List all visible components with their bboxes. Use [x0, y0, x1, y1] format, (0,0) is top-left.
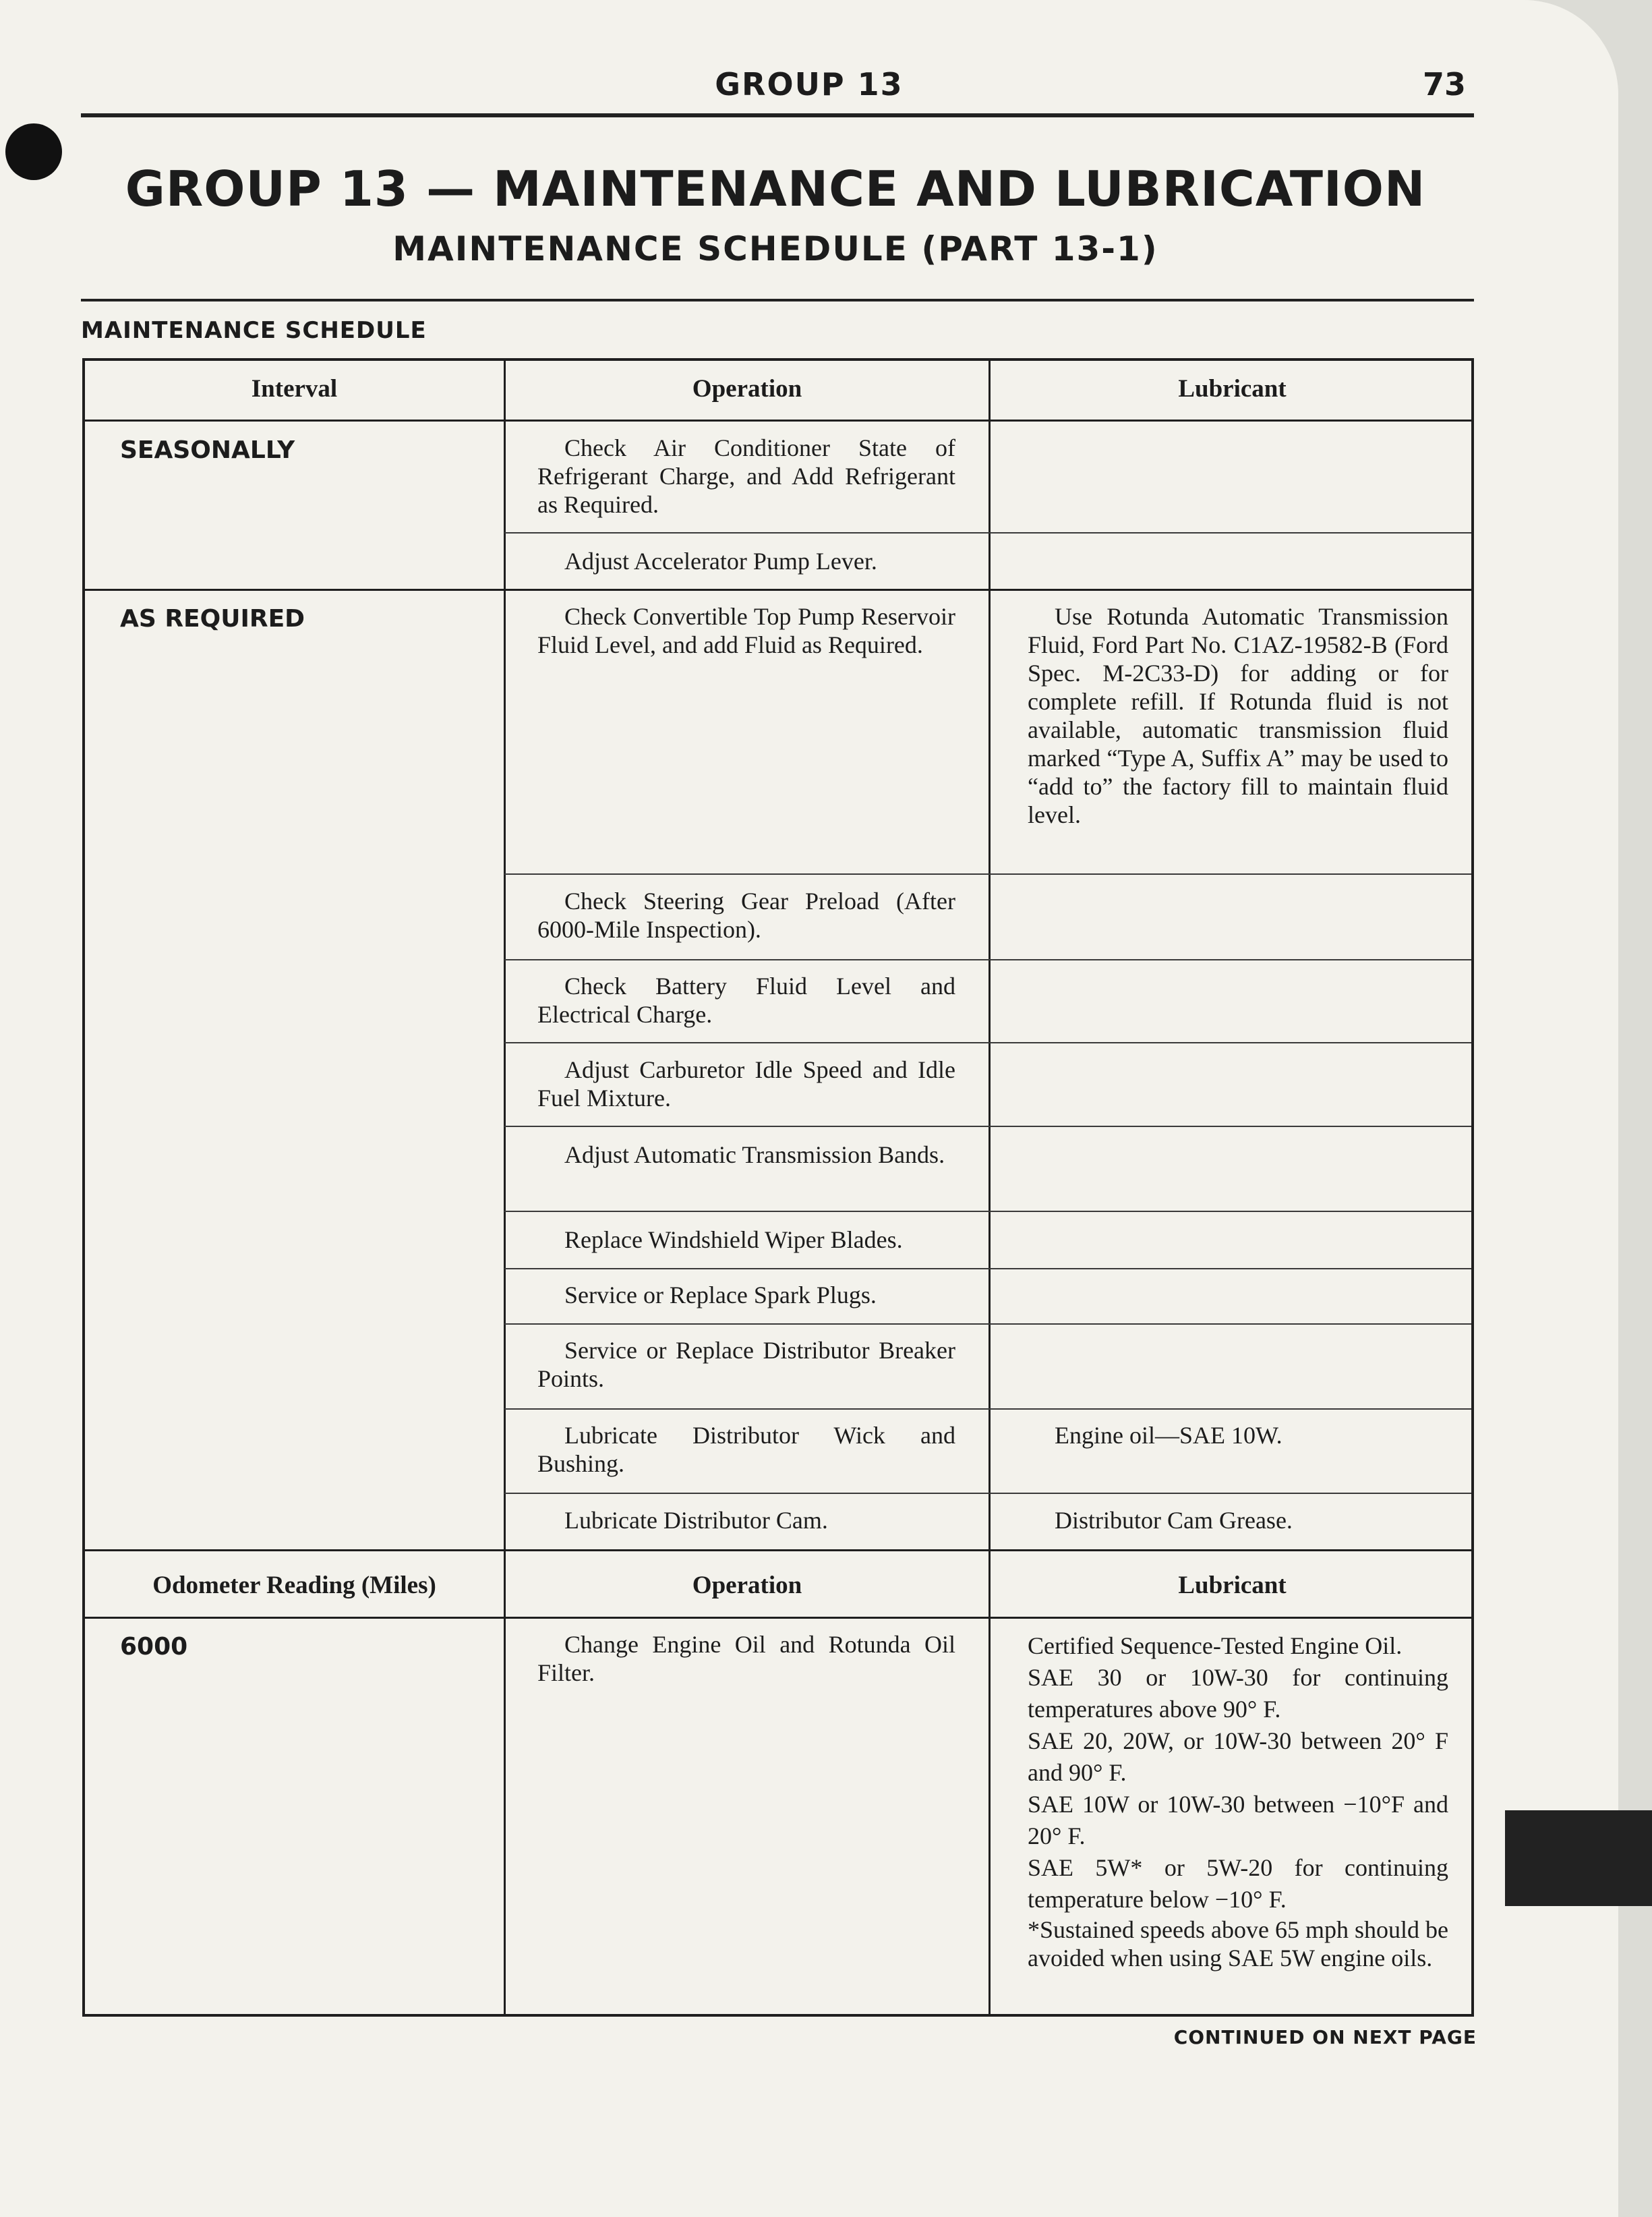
header-divider	[85, 420, 1471, 422]
section-thumb-tab	[1505, 1810, 1652, 1906]
row-divider	[504, 1126, 1471, 1127]
lubricant-cell: Distributor Cam Grease.	[1055, 1507, 1293, 1534]
page-subtitle: MAINTENANCE SCHEDULE (PART 13-1)	[392, 229, 1158, 268]
interval-label: SEASONALLY	[120, 436, 295, 464]
operation-cell: Adjust Carburetor Idle Speed and Idle Fuel Mixture.	[537, 1056, 955, 1112]
row-divider	[504, 1042, 1471, 1043]
lubricant-line: Certified Sequence-Tested Engine Oil.	[1028, 1632, 1403, 1659]
page-number: 73	[1423, 66, 1467, 103]
interval-label: AS REQUIRED	[120, 605, 305, 633]
row-divider	[504, 873, 1471, 875]
column-divider	[504, 361, 506, 2014]
column-header-interval: Interval	[251, 375, 338, 403]
row-divider	[504, 1408, 1471, 1410]
lubricant-cell	[1028, 1630, 1448, 1972]
group-divider	[85, 589, 1471, 591]
operation-cell: Check Convertible Top Pump Reservoir Fluid Level, and add Fluid as Required.	[537, 603, 955, 658]
operation-cell: Check Air Conditioner State of Refrigerant Charge, and Add Refrigerant as Required.	[537, 434, 955, 518]
interval-label: 6000	[120, 1633, 188, 1661]
column-header-lubricant: Lubricant	[1178, 1572, 1287, 1599]
lubricant-line: *Sustained speeds above 65 mph should be avoided when using SAE 5W engine oils.	[1028, 1916, 1448, 1971]
page-title: GROUP 13 — MAINTENANCE AND LUBRICATION	[125, 161, 1426, 217]
lubricant-cell: Engine oil—SAE 10W.	[1055, 1422, 1282, 1449]
column-header-operation: Operation	[692, 1572, 802, 1599]
lubricant-line: SAE 20, 20W, or 10W-30 between 20° F and 90° F.	[1028, 1727, 1448, 1786]
operation-cell: Check Steering Gear Preload (After 6000-Mile Inspection).	[537, 888, 955, 943]
row-divider	[504, 1323, 1471, 1325]
operation-cell: Service or Replace Distributor Breaker Points.	[537, 1337, 955, 1392]
lubricant-cell: Use Rotunda Automatic Transmission Fluid, Ford Part No. C1AZ-19582-B (Ford Spec. M-2C33-D) for adding or for complete refill. If Rotunda fluid is not available, automatic transmission fluid marked “Type A, Suffix A” may be used to “add to” the factory fill to maintain fluid level.	[1028, 603, 1448, 828]
row-divider	[504, 1268, 1471, 1269]
continued-note: CONTINUED ON NEXT PAGE	[1173, 2026, 1477, 2048]
header-divider	[85, 1617, 1471, 1619]
column-divider	[989, 361, 991, 2014]
lubricant-line: SAE 30 or 10W-30 for continuing temperatures above 90° F.	[1028, 1664, 1448, 1723]
column-header-odometer: Odometer Reading (Miles)	[152, 1572, 436, 1599]
operation-cell: Replace Windshield Wiper Blades.	[564, 1226, 903, 1253]
section-label: MAINTENANCE SCHEDULE	[81, 317, 427, 344]
operation-cell: Service or Replace Spark Plugs.	[564, 1282, 877, 1308]
maintenance-schedule-table	[82, 358, 1474, 2017]
lubricant-line: SAE 5W* or 5W-20 for continuing temperature below −10° F.	[1028, 1854, 1448, 1913]
row-divider	[504, 1493, 1471, 1494]
header-rule	[81, 113, 1474, 117]
column-header-lubricant: Lubricant	[1178, 375, 1287, 403]
operation-cell: Check Battery Fluid Level and Electrical Charge.	[537, 973, 955, 1028]
row-divider	[504, 532, 1471, 534]
lubricant-line: SAE 10W or 10W-30 between −10°F and 20° F.	[1028, 1791, 1448, 1849]
operation-cell: Change Engine Oil and Rotunda Oil Filter.	[537, 1631, 955, 1686]
row-divider	[504, 959, 1471, 960]
operation-cell: Adjust Accelerator Pump Lever.	[564, 548, 877, 575]
column-header-operation: Operation	[692, 375, 802, 403]
operation-cell: Lubricate Distributor Cam.	[564, 1507, 828, 1534]
operation-cell: Lubricate Distributor Wick and Bushing.	[537, 1422, 955, 1477]
group-divider	[85, 1549, 1471, 1551]
operation-cell: Adjust Automatic Transmission Bands.	[564, 1141, 945, 1168]
running-title: GROUP 13	[715, 66, 904, 103]
title-rule	[81, 299, 1474, 301]
row-divider	[504, 1211, 1471, 1212]
